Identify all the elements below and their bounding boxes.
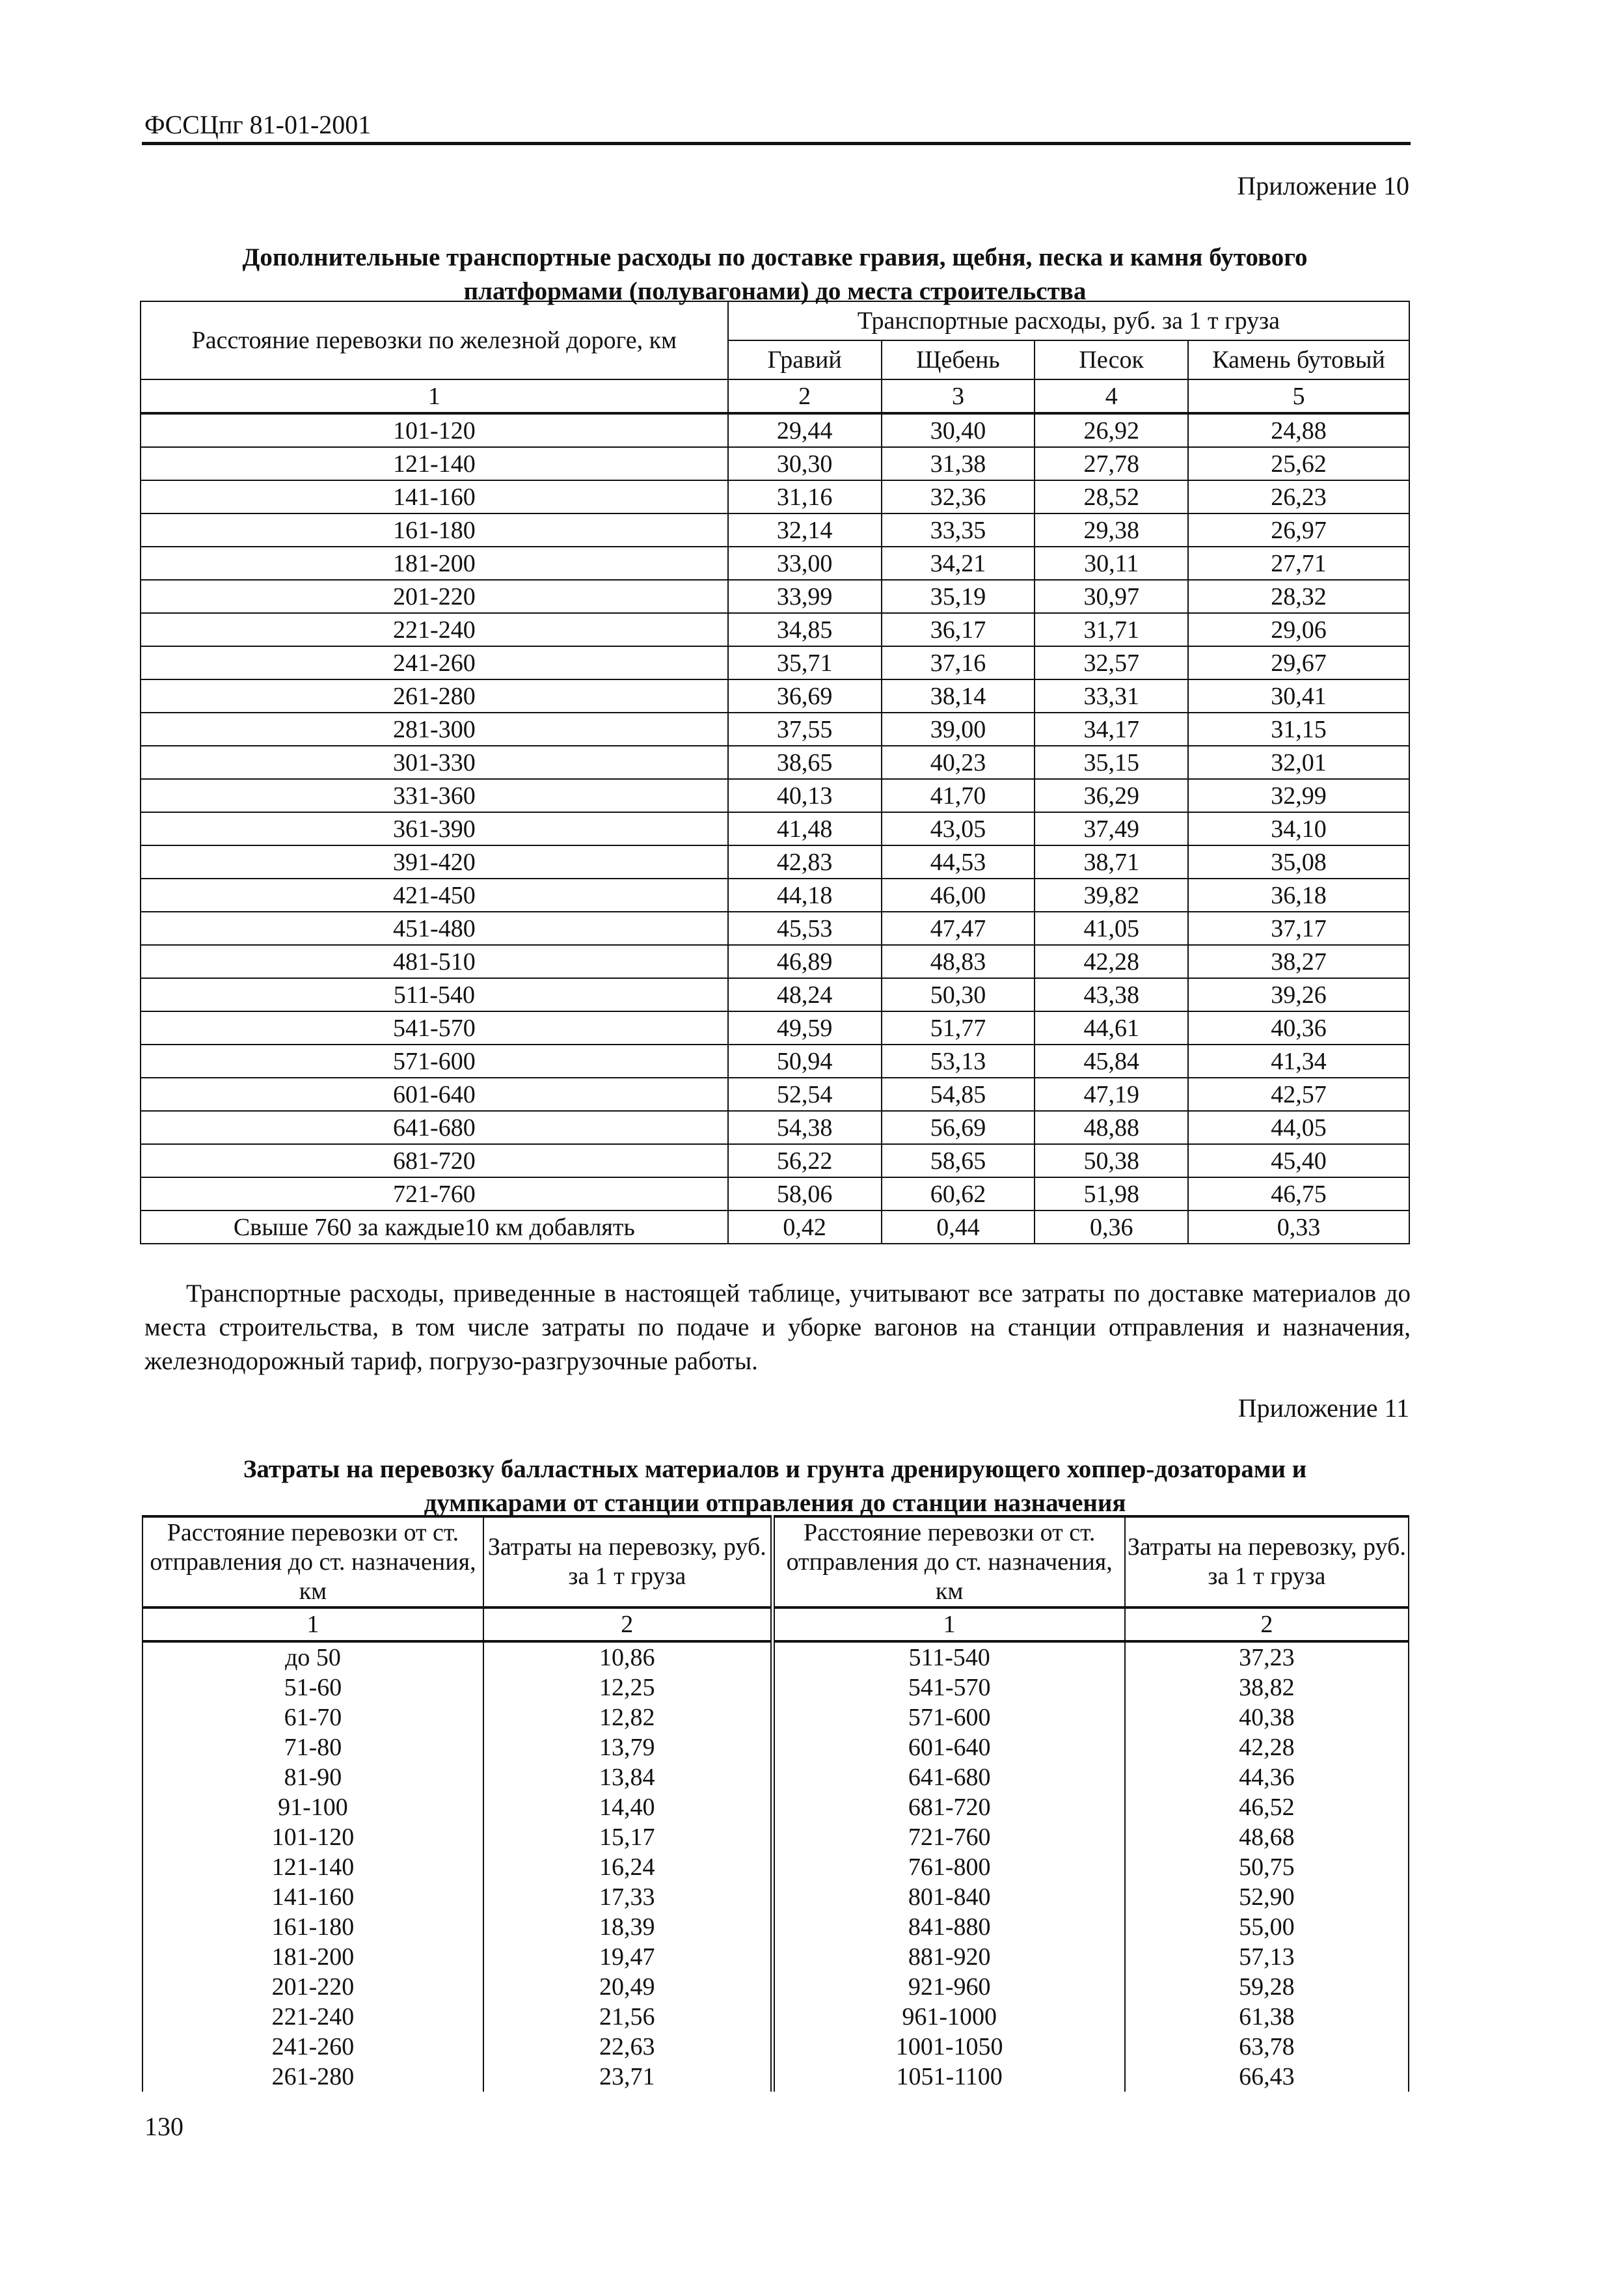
table-row [141, 879, 1409, 912]
gravel-cell: 30,30 [728, 447, 882, 480]
cost-cell-right: 48,68 [1125, 1822, 1409, 1852]
crushed-stone-cell: 38,14 [882, 679, 1035, 713]
column-number: 2 [1125, 1607, 1409, 1641]
cost-cell-right: 52,90 [1125, 1882, 1409, 1912]
gravel-cell: 32,14 [728, 513, 882, 547]
distance-cell-left: 81-90 [142, 1762, 483, 1792]
table-row [141, 646, 1409, 679]
gravel-cell: 41,48 [728, 812, 882, 845]
cost-cell-right: 59,28 [1125, 1972, 1409, 2002]
distance-cell-left: 121-140 [142, 1852, 483, 1882]
sand-cell: 27,78 [1035, 447, 1188, 480]
gravel-cell: 45,53 [728, 912, 882, 945]
crushed-stone-cell: 41,70 [882, 779, 1035, 812]
distance-column-header-right: Расстояние перевозки от ст. отправления до ст. назначения, км [772, 1516, 1125, 1607]
crushed-stone-cell: 31,38 [882, 447, 1035, 480]
distance-cell: 281-300 [141, 713, 728, 746]
crushed-stone-cell: 47,47 [882, 912, 1035, 945]
distance-cell-right: 681-720 [772, 1792, 1125, 1822]
distance-cell-left: 101-120 [142, 1822, 483, 1852]
crushed-stone-cell: 40,23 [882, 746, 1035, 779]
column-number: 2 [483, 1607, 772, 1641]
crushed-stone-cell: 39,00 [882, 713, 1035, 746]
sand-cell: 26,92 [1035, 413, 1188, 447]
distance-cell: 421-450 [141, 879, 728, 912]
cost-cell-left: 22,63 [483, 2032, 772, 2062]
rubble-stone-cell: 27,71 [1188, 547, 1409, 580]
rubble-stone-cell: 29,06 [1188, 613, 1409, 646]
table-row [142, 2032, 1409, 2062]
distance-cell-left: до 50 [142, 1641, 483, 1673]
rubble-stone-cell: 39,26 [1188, 978, 1409, 1011]
rubble-stone-cell: 28,32 [1188, 580, 1409, 613]
table-row [141, 779, 1409, 812]
sand-cell: 28,52 [1035, 480, 1188, 513]
crushed-stone-cell: 51,77 [882, 1011, 1035, 1045]
sand-cell: 30,11 [1035, 547, 1188, 580]
gravel-cell: 36,69 [728, 679, 882, 713]
sand-cell: 36,29 [1035, 779, 1188, 812]
table-row [141, 547, 1409, 580]
distance-cell-left: 141-160 [142, 1882, 483, 1912]
table-row [141, 1144, 1409, 1177]
ballast-transport-costs-table [142, 1515, 1409, 2092]
gravel-cell: 44,18 [728, 879, 882, 912]
rubble-stone-cell: 0,33 [1188, 1210, 1409, 1244]
crushed-stone-cell: 36,17 [882, 613, 1035, 646]
table-row [141, 513, 1409, 547]
distance-cell: 181-200 [141, 547, 728, 580]
distance-cell: 331-360 [141, 779, 728, 812]
rubble-stone-cell: 44,05 [1188, 1111, 1409, 1144]
gravel-cell: 38,65 [728, 746, 882, 779]
rubble-stone-cell: 26,23 [1188, 480, 1409, 513]
cost-column-header-left: Затраты на перевозку, руб. за 1 т груза [483, 1516, 772, 1607]
cost-cell-right: 61,38 [1125, 2002, 1409, 2032]
crushed-stone-cell: 56,69 [882, 1111, 1035, 1144]
gravel-cell: 46,89 [728, 945, 882, 978]
crushed-stone-cell: 48,83 [882, 945, 1035, 978]
distance-cell: 541-570 [141, 1011, 728, 1045]
sand-cell: 31,71 [1035, 613, 1188, 646]
crushed-stone-cell: 0,44 [882, 1210, 1035, 1244]
crushed-stone-cell: 33,35 [882, 513, 1035, 547]
table-row [141, 1111, 1409, 1144]
rubble-stone-cell: 30,41 [1188, 679, 1409, 713]
column-number-row [142, 1607, 1409, 1641]
gravel-cell: 49,59 [728, 1011, 882, 1045]
gravel-cell: 48,24 [728, 978, 882, 1011]
rubble-stone-cell: 42,57 [1188, 1078, 1409, 1111]
gravel-cell: 33,00 [728, 547, 882, 580]
rubble-stone-cell: 31,15 [1188, 713, 1409, 746]
gravel-cell: 31,16 [728, 480, 882, 513]
surcharge-row [141, 1210, 1409, 1244]
cost-cell-left: 16,24 [483, 1852, 772, 1882]
table-row [141, 1045, 1409, 1078]
crushed-stone-cell: 46,00 [882, 879, 1035, 912]
cost-cell-right: 46,52 [1125, 1792, 1409, 1822]
sand-cell: 0,36 [1035, 1210, 1188, 1244]
page-number: 130 [144, 2112, 183, 2141]
gravel-cell: 54,38 [728, 1111, 882, 1144]
table-row [141, 613, 1409, 646]
sand-cell: 43,38 [1035, 978, 1188, 1011]
sand-cell: 48,88 [1035, 1111, 1188, 1144]
distance-cell-right: 1001-1050 [772, 2032, 1125, 2062]
appendix-10-note [144, 1277, 1411, 1378]
cost-cell-left: 21,56 [483, 2002, 772, 2032]
table-row [141, 447, 1409, 480]
cost-cell-right: 38,82 [1125, 1673, 1409, 1702]
distance-column-header-left: Расстояние перевозки от ст. отправления до ст. назначения, км [142, 1516, 483, 1607]
sand-cell: 34,17 [1035, 713, 1188, 746]
column-number: 1 [142, 1607, 483, 1641]
rubble-stone-column-header: Камень бутовый [1188, 340, 1409, 379]
distance-cell-left: 91-100 [142, 1792, 483, 1822]
table-row [141, 480, 1409, 513]
distance-cell-right: 1051-1100 [772, 2062, 1125, 2092]
distance-cell-right: 961-1000 [772, 2002, 1125, 2032]
appendix-10-title-line-1: Дополнительные транспортные расходы по доставке гравия, щебня, песка и камня бутового [242, 243, 1308, 271]
sand-cell: 50,38 [1035, 1144, 1188, 1177]
rubble-stone-cell: 24,88 [1188, 413, 1409, 447]
distance-cell-right: 601-640 [772, 1732, 1125, 1762]
table-row [141, 413, 1409, 447]
distance-cell: 681-720 [141, 1144, 728, 1177]
rubble-stone-cell: 35,08 [1188, 845, 1409, 879]
table-row [141, 812, 1409, 845]
distance-cell-right: 761-800 [772, 1852, 1125, 1882]
document-code: ФССЦпг 81-01-2001 [144, 110, 372, 139]
appendix-10-note-text: Транспортные расходы, приведенные в настоящей таблице, учитывают все затраты по доставке материалов до места строительства, в том числе затраты по подаче и уборке вагонов на станции отправления и назначения, железнодорожный тариф, погрузо-разгрузочные работы. [144, 1279, 1411, 1375]
rubble-stone-cell: 26,97 [1188, 513, 1409, 547]
distance-cell-right: 641-680 [772, 1762, 1125, 1792]
gravel-cell: 40,13 [728, 779, 882, 812]
distance-cell-right: 511-540 [772, 1641, 1125, 1673]
column-number: 2 [728, 379, 882, 413]
cost-cell-right: 66,43 [1125, 2062, 1409, 2092]
cost-cell-right: 57,13 [1125, 1942, 1409, 1972]
column-number: 1 [772, 1607, 1125, 1641]
distance-cell-right: 541-570 [772, 1673, 1125, 1702]
crushed-stone-cell: 34,21 [882, 547, 1035, 580]
column-number: 5 [1188, 379, 1409, 413]
table-row [141, 912, 1409, 945]
sand-cell: 45,84 [1035, 1045, 1188, 1078]
rubble-stone-cell: 40,36 [1188, 1011, 1409, 1045]
distance-cell: 721-760 [141, 1177, 728, 1210]
table-row [142, 1852, 1409, 1882]
appendix-10-title-line-2: платформами (полувагонами) до места строительства [463, 277, 1087, 305]
cost-cell-right: 50,75 [1125, 1852, 1409, 1882]
distance-cell-right: 921-960 [772, 1972, 1125, 2002]
rubble-stone-cell: 46,75 [1188, 1177, 1409, 1210]
column-number-row [141, 379, 1409, 413]
distance-cell: 101-120 [141, 413, 728, 447]
cost-column-header-right: Затраты на перевозку, руб. за 1 т груза [1125, 1516, 1409, 1607]
table-row [142, 1792, 1409, 1822]
rubble-stone-cell: 36,18 [1188, 879, 1409, 912]
gravel-cell: 58,06 [728, 1177, 882, 1210]
distance-cell: 261-280 [141, 679, 728, 713]
crushed-stone-cell: 54,85 [882, 1078, 1035, 1111]
table-row [142, 2002, 1409, 2032]
sand-cell: 39,82 [1035, 879, 1188, 912]
distance-cell: 121-140 [141, 447, 728, 480]
cost-cell-left: 13,79 [483, 1732, 772, 1762]
gravel-cell: 56,22 [728, 1144, 882, 1177]
table-row [141, 713, 1409, 746]
rubble-stone-cell: 34,10 [1188, 812, 1409, 845]
distance-cell-left: 201-220 [142, 1972, 483, 2002]
distance-cell-left: 241-260 [142, 2032, 483, 2062]
sand-cell: 38,71 [1035, 845, 1188, 879]
cost-cell-right: 63,78 [1125, 2032, 1409, 2062]
appendix-10-label: Приложение 10 [1237, 171, 1409, 200]
rubble-stone-cell: 45,40 [1188, 1144, 1409, 1177]
table-row [141, 746, 1409, 779]
crushed-stone-cell: 50,30 [882, 978, 1035, 1011]
distance-cell: 301-330 [141, 746, 728, 779]
distance-cell-left: 161-180 [142, 1912, 483, 1942]
table-row [141, 1011, 1409, 1045]
rubble-stone-cell: 38,27 [1188, 945, 1409, 978]
cost-cell-right: 42,28 [1125, 1732, 1409, 1762]
gravel-cell: 29,44 [728, 413, 882, 447]
gravel-cell: 35,71 [728, 646, 882, 679]
cost-cell-left: 14,40 [483, 1792, 772, 1822]
table-row [142, 1912, 1409, 1942]
sand-cell: 47,19 [1035, 1078, 1188, 1111]
distance-cell-left: 71-80 [142, 1732, 483, 1762]
crushed-stone-cell: 30,40 [882, 413, 1035, 447]
distance-cell: 641-680 [141, 1111, 728, 1144]
table-row [141, 845, 1409, 879]
table-row [142, 1673, 1409, 1702]
gravel-cell: 52,54 [728, 1078, 882, 1111]
gravel-cell: 34,85 [728, 613, 882, 646]
table-row [142, 1822, 1409, 1852]
table-row [142, 1702, 1409, 1732]
cost-cell-right: 55,00 [1125, 1912, 1409, 1942]
distance-cell-right: 881-920 [772, 1942, 1125, 1972]
distance-cell-right: 571-600 [772, 1702, 1125, 1732]
distance-cell: 141-160 [141, 480, 728, 513]
table-row [142, 1641, 1409, 1673]
sand-cell: 41,05 [1035, 912, 1188, 945]
table-row [141, 580, 1409, 613]
sand-cell: 44,61 [1035, 1011, 1188, 1045]
crushed-stone-cell: 43,05 [882, 812, 1035, 845]
sand-cell: 37,49 [1035, 812, 1188, 845]
distance-cell-left: 261-280 [142, 2062, 483, 2092]
distance-cell-left: 61-70 [142, 1702, 483, 1732]
column-number: 1 [141, 379, 728, 413]
cost-cell-left: 13,84 [483, 1762, 772, 1792]
crushed-stone-cell: 35,19 [882, 580, 1035, 613]
table-row [142, 1732, 1409, 1762]
cost-cell-right: 37,23 [1125, 1641, 1409, 1673]
distance-cell-left: 221-240 [142, 2002, 483, 2032]
cost-cell-left: 23,71 [483, 2062, 772, 2092]
sand-cell: 32,57 [1035, 646, 1188, 679]
appendix-10-title [140, 241, 1410, 308]
gravel-cell: 50,94 [728, 1045, 882, 1078]
table-row [141, 1177, 1409, 1210]
distance-cell: 241-260 [141, 646, 728, 679]
sand-cell: 29,38 [1035, 513, 1188, 547]
cost-cell-left: 15,17 [483, 1822, 772, 1852]
gravel-cell: 0,42 [728, 1210, 882, 1244]
rubble-stone-cell: 32,99 [1188, 779, 1409, 812]
appendix-11-label: Приложение 11 [1238, 1393, 1409, 1423]
sand-cell: 30,97 [1035, 580, 1188, 613]
cost-cell-left: 12,25 [483, 1673, 772, 1702]
crushed-stone-cell: 58,65 [882, 1144, 1035, 1177]
rubble-stone-cell: 29,67 [1188, 646, 1409, 679]
distance-cell: 161-180 [141, 513, 728, 547]
distance-cell-right: 801-840 [772, 1882, 1125, 1912]
table-row [142, 1942, 1409, 1972]
distance-cell: 601-640 [141, 1078, 728, 1111]
crushed-stone-cell: 32,36 [882, 480, 1035, 513]
gravel-column-header: Гравий [728, 340, 882, 379]
table-row [142, 1972, 1409, 2002]
appendix-11-title [140, 1453, 1410, 1520]
distance-cell-right: 721-760 [772, 1822, 1125, 1852]
column-number: 3 [882, 379, 1035, 413]
cost-cell-right: 40,38 [1125, 1702, 1409, 1732]
distance-cell-right: 841-880 [772, 1912, 1125, 1942]
distance-cell: 451-480 [141, 912, 728, 945]
distance-cell: 481-510 [141, 945, 728, 978]
appendix-11-title-line-2: думпкарами от станции отправления до станции назначения [424, 1489, 1126, 1517]
rubble-stone-cell: 37,17 [1188, 912, 1409, 945]
transport-costs-table [140, 301, 1410, 1244]
table-row [141, 1078, 1409, 1111]
distance-column-header: Расстояние перевозки по железной дороге, км [141, 301, 728, 379]
cost-cell-right: 44,36 [1125, 1762, 1409, 1792]
appendix-11-title-line-1: Затраты на перевозку балластных материалов и грунта дренирующего хоппер-дозаторами и [243, 1455, 1307, 1483]
header-rule [142, 142, 1411, 145]
crushed-stone-cell: 37,16 [882, 646, 1035, 679]
distance-cell-left: 51-60 [142, 1673, 483, 1702]
crushed-stone-cell: 60,62 [882, 1177, 1035, 1210]
distance-cell: 361-390 [141, 812, 728, 845]
cost-cell-left: 12,82 [483, 1702, 772, 1732]
distance-cell: 511-540 [141, 978, 728, 1011]
crushed-stone-cell: 53,13 [882, 1045, 1035, 1078]
cost-cell-left: 20,49 [483, 1972, 772, 2002]
rubble-stone-cell: 41,34 [1188, 1045, 1409, 1078]
column-number: 4 [1035, 379, 1188, 413]
gravel-cell: 37,55 [728, 713, 882, 746]
table-row [141, 679, 1409, 713]
distance-cell: 221-240 [141, 613, 728, 646]
gravel-cell: 33,99 [728, 580, 882, 613]
cost-cell-left: 17,33 [483, 1882, 772, 1912]
table-row [141, 945, 1409, 978]
sand-column-header: Песок [1035, 340, 1188, 379]
distance-cell-left: 181-200 [142, 1942, 483, 1972]
sand-cell: 51,98 [1035, 1177, 1188, 1210]
transport-costs-group-header: Транспортные расходы, руб. за 1 т груза [728, 301, 1409, 340]
sand-cell: 35,15 [1035, 746, 1188, 779]
sand-cell: 42,28 [1035, 945, 1188, 978]
table-row [142, 1762, 1409, 1792]
gravel-cell: 42,83 [728, 845, 882, 879]
cost-cell-left: 18,39 [483, 1912, 772, 1942]
sand-cell: 33,31 [1035, 679, 1188, 713]
crushed-stone-column-header: Щебень [882, 340, 1035, 379]
table-row [142, 2062, 1409, 2092]
table-row [142, 1882, 1409, 1912]
table-row [141, 978, 1409, 1011]
rubble-stone-cell: 25,62 [1188, 447, 1409, 480]
distance-cell: Свыше 760 за каждые10 км добавлять [141, 1210, 728, 1244]
distance-cell: 571-600 [141, 1045, 728, 1078]
cost-cell-left: 19,47 [483, 1942, 772, 1972]
crushed-stone-cell: 44,53 [882, 845, 1035, 879]
distance-cell: 201-220 [141, 580, 728, 613]
distance-cell: 391-420 [141, 845, 728, 879]
cost-cell-left: 10,86 [483, 1641, 772, 1673]
rubble-stone-cell: 32,01 [1188, 746, 1409, 779]
